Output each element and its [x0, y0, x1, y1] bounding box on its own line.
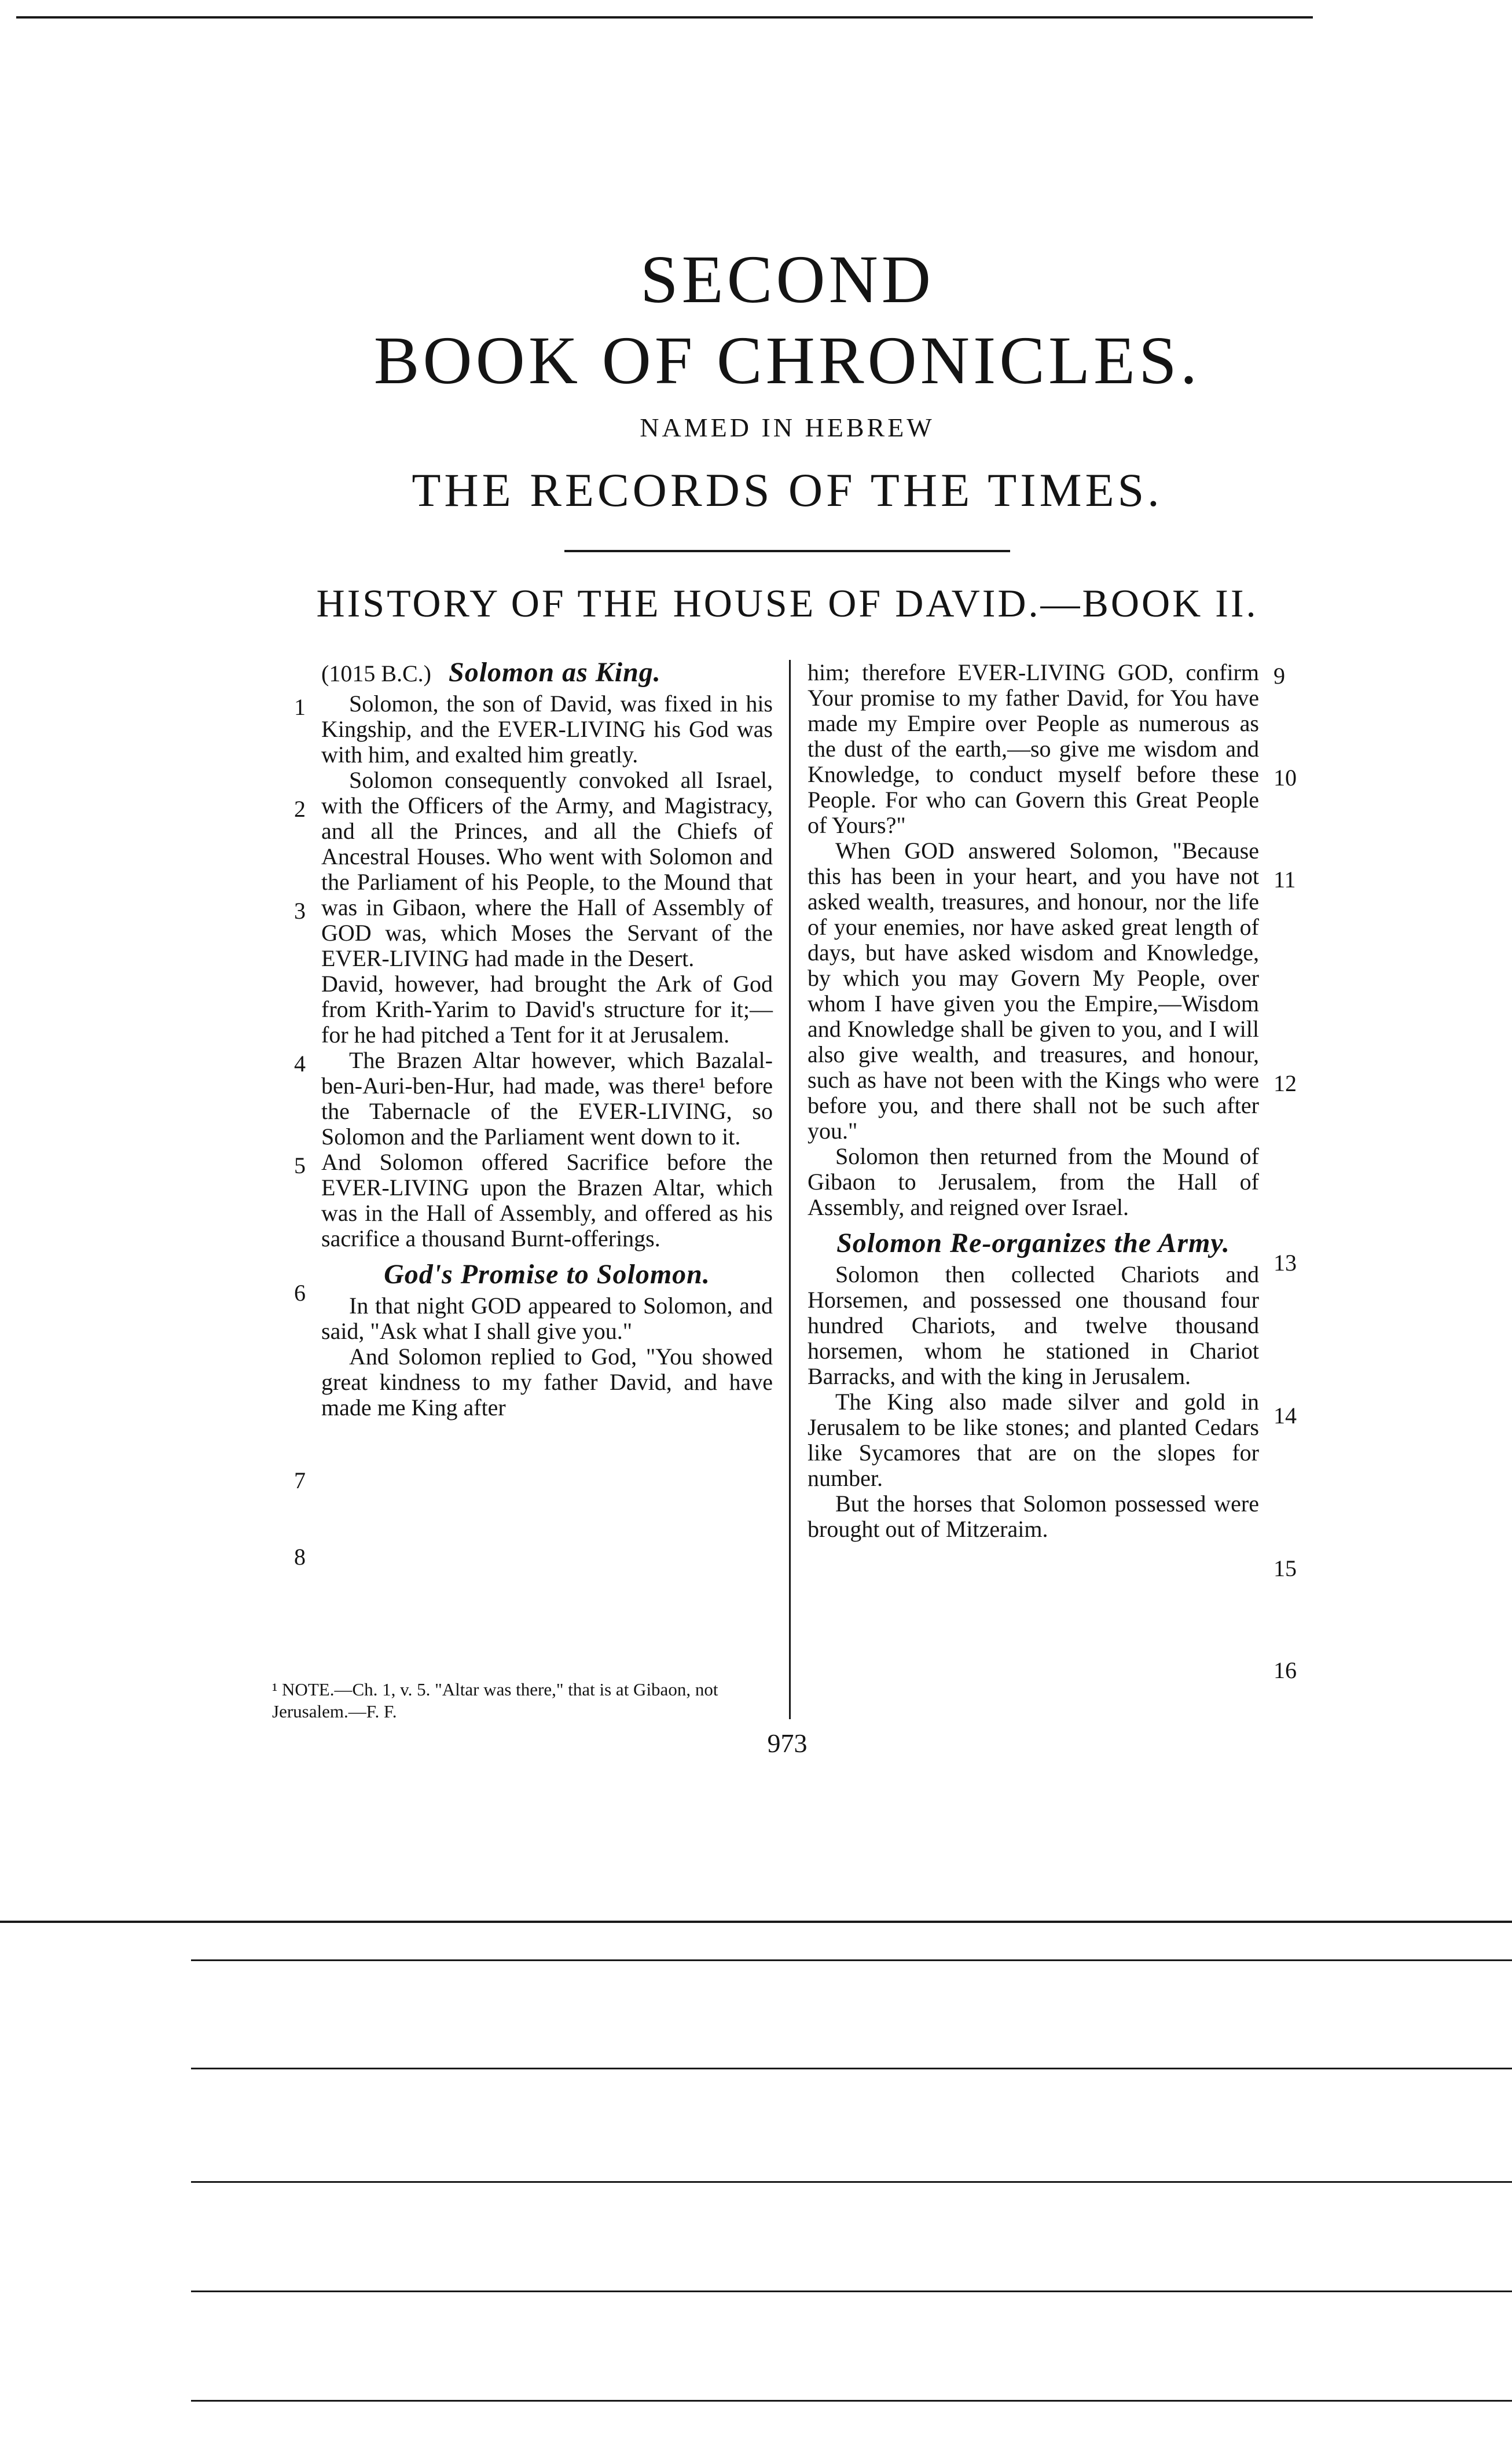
verse-number: 4	[294, 1051, 306, 1077]
verse-number: 1	[294, 694, 306, 720]
named-in-hebrew: NAMED IN HEBREW	[640, 413, 935, 442]
left-column	[321, 657, 773, 1420]
verse-number: 3	[294, 898, 306, 924]
bottom-rule	[191, 2400, 1512, 2402]
verse-number: 7	[294, 1467, 306, 1493]
verse-number: 9	[1274, 663, 1285, 689]
verse-6-text: And Solomon offered Sacrifice before the EVER-LIVING upon the Brazen Altar, which was in the Hall of Assembly, and offered as his sacrifice a thousand Burnt-offerings.	[321, 1149, 773, 1251]
records-of-times: THE RECORDS OF THE TIMES.	[412, 464, 1163, 516]
verse-7-text: In that night GOD appeared to Solomon, and said, "Ask what I shall give you."	[321, 1293, 773, 1344]
bottom-rule	[0, 1921, 1512, 1923]
verse-16-text: But the horses that Solomon possessed were brought out of Mitzeraim.	[808, 1491, 1259, 1542]
verse-number: 5	[294, 1152, 306, 1179]
footnote: ¹ NOTE.—Ch. 1, v. 5. "Altar was there," that is at Gibaon, not Jerusalem.—F. F.	[272, 1679, 718, 1721]
verse-number: 16	[1274, 1657, 1297, 1683]
bottom-rule	[191, 2181, 1512, 2183]
bottom-rule	[191, 1959, 1512, 1961]
verse-8-text: And Solomon replied to God, "You showed great kindness to my father David, and have made me King after	[321, 1344, 773, 1420]
verse-number: 10	[1274, 765, 1297, 791]
verse-4-text: David, however, had brought the Ark of God from Krith-Yarim to David's structure for it;—for he had pitched a Tent for it at Jerusalem.	[321, 971, 773, 1048]
verse-11-text: When GOD answered Solomon, "Because this has been in your heart, and you have not asked wealth, treasures, and honour, nor the life of your enemies, nor have asked great length of days, but have asked wisdom and Knowledge, by which you may Govern My People, over whom I have given you the Empire,—Wisdom and Knowledge shall be given to you, and I will also give wealth, and treasures, and honour, such as have not been with the Kings who were before you, and there shall not be such after you."	[808, 838, 1259, 1144]
bottom-rule	[191, 2291, 1512, 2292]
section-heading-army: Solomon Re-organizes the Army.	[836, 1228, 1230, 1258]
verse-number: 6	[294, 1280, 306, 1306]
page-number: 973	[767, 1728, 808, 1758]
section-heading-gods-promise: God's Promise to Solomon.	[384, 1259, 710, 1290]
title-divider	[564, 550, 1010, 552]
verse-number: 11	[1274, 867, 1296, 893]
verse-number: 8	[294, 1544, 306, 1570]
date-label: (1015 B.C.)	[321, 660, 431, 687]
verse-number: 13	[1274, 1250, 1297, 1276]
verse-number: 2	[294, 796, 306, 822]
title-book-of-chronicles: BOOK OF CHRONICLES.	[373, 322, 1201, 398]
verse-number: 14	[1274, 1403, 1297, 1429]
verse-number: 15	[1274, 1555, 1297, 1581]
verse-2-text: Solomon consequently convoked all Israel, with the Officers of the Army, and Magistracy, and all the Princes, and all the Chiefs of Ancestral Houses. Who went with Solomon and the Parliament of his People, to the Mound that was in Gibaon, where the Hall of Assembly of GOD was, which Moses the Servant of the EVER-LIVING had made in the Desert.	[321, 767, 773, 971]
column-divider	[789, 660, 791, 1719]
title-second: SECOND	[640, 241, 935, 317]
verse-number: 12	[1274, 1070, 1297, 1096]
right-column	[808, 660, 1259, 1542]
verse-14-text: Solomon then collected Chariots and Horsemen, and possessed one thousand four hundred Chariots, and twelve thousand horsemen, whom he stationed in Chariot Barracks, and with the king in Jerusalem.	[808, 1261, 1259, 1389]
verse-13-text: Solomon then returned from the Mound of Gibaon to Jerusalem, from the Hall of Assembly, and reigned over Israel.	[808, 1143, 1259, 1220]
top-rule	[16, 16, 1313, 19]
verse-1-text: Solomon, the son of David, was fixed in his Kingship, and the EVER-LIVING his God was with him, and exalted him greatly.	[321, 691, 773, 768]
verse-5-text: The Brazen Altar however, which Bazalal-ben-Auri-ben-Hur, had made, was there¹ before the Tabernacle of the EVER-LIVING, so Solomon and the Parliament went down to it.	[321, 1047, 773, 1150]
verse-9-text: him; therefore EVER-LIVING GOD, confirm Your promise to my father David, for You have made my Empire over People as numerous as the dust of the earth,—so give me wisdom and Knowledge, to conduct myself before these People. For who can Govern this Great People of Yours?"	[808, 659, 1259, 838]
verse-15-text: The King also made silver and gold in Jerusalem to be like stones; and planted Cedars like Sycamores that are on the slopes for number.	[808, 1389, 1259, 1491]
bottom-rule	[191, 2068, 1512, 2069]
section-heading-solomon-as-king: Solomon as King.	[449, 657, 661, 688]
history-heading: HISTORY OF THE HOUSE OF DAVID.—BOOK II.	[316, 581, 1258, 625]
